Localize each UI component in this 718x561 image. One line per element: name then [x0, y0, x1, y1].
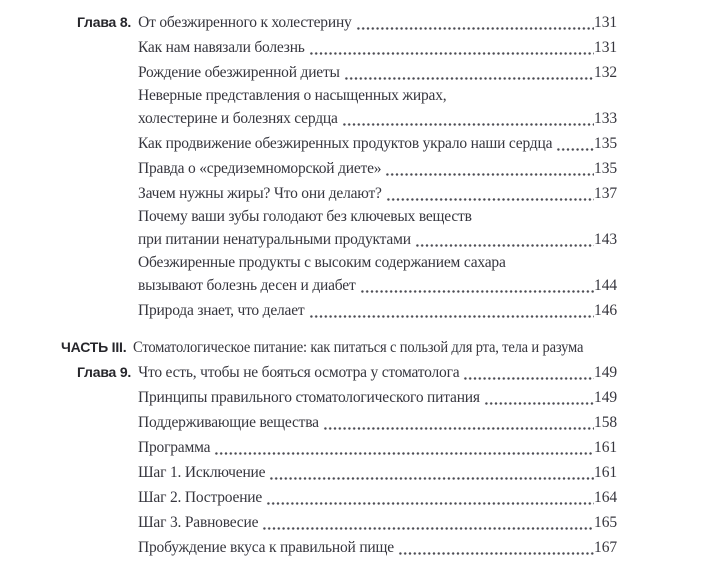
toc-row-title: Программа [138, 439, 211, 456]
toc-row [0, 60, 617, 85]
toc-row [0, 485, 617, 510]
toc-row-page-number: 161 [594, 439, 617, 456]
toc-row-page-number: 165 [594, 514, 617, 531]
toc-row-title: Поддерживающие вещества [138, 414, 319, 431]
toc-row [0, 360, 617, 385]
toc-row-page-number: 161 [594, 464, 617, 481]
toc-row [0, 298, 617, 323]
toc-row-page-number: 164 [594, 489, 617, 506]
dot-leader [356, 10, 594, 35]
toc-row [0, 35, 617, 60]
toc-row [0, 227, 617, 252]
toc-row-title: Как нам навязали болезнь [138, 39, 305, 56]
toc-row-title: Правда о «средиземноморской диете» [138, 160, 382, 177]
dot-leader [214, 435, 594, 460]
toc-row-title: Что есть, чтобы не бояться осмотра у стоматолога [138, 364, 460, 381]
toc-row-label: Глава 9. [77, 364, 132, 380]
toc-row-page-number: 158 [594, 414, 617, 431]
dot-leader [323, 410, 594, 435]
dot-leader [342, 106, 594, 131]
toc-row [0, 410, 617, 435]
toc-row [0, 131, 617, 156]
toc-row-page-number: 135 [594, 135, 617, 152]
toc-row [0, 106, 617, 131]
toc-row-label: ЧАСТЬ III. [61, 339, 127, 355]
dot-leader [360, 273, 595, 298]
dot-leader [484, 385, 594, 410]
toc-row-title: Шаг 1. Исключение [138, 464, 266, 481]
dot-leader [463, 360, 594, 385]
dot-leader [398, 535, 594, 560]
toc-row-title: вызывают болезнь десен и диабет [138, 277, 356, 294]
toc-row [0, 535, 617, 560]
toc-row-page-number: 132 [594, 64, 617, 81]
toc-row [0, 273, 617, 298]
toc-row-page-number: 131 [594, 14, 617, 31]
toc-row [0, 156, 617, 181]
toc-row-title: Обезжиренные продукты с высоким содержанием сахара [138, 254, 506, 271]
toc-row [0, 252, 617, 273]
toc-row-title: Шаг 3. Равновесие [138, 514, 259, 531]
dot-leader [556, 131, 594, 156]
toc-row [0, 181, 617, 206]
toc-row-title: Принципы правильного стоматологического питания [138, 389, 480, 406]
toc-row-title: Неверные представления о насыщенных жирах, [138, 87, 447, 104]
dot-leader [386, 181, 594, 206]
toc-row-page-number: 146 [594, 302, 617, 319]
toc-row-title: Стоматологическое питание: как питаться с пользой для рта, тела и разума [133, 339, 584, 356]
toc-row [0, 460, 617, 485]
toc-row [0, 385, 617, 410]
toc-row-title: Природа знает, что делает [138, 302, 305, 319]
toc-row-page-number: 135 [594, 160, 617, 177]
toc-row [0, 10, 617, 35]
toc-row-page-number: 143 [594, 231, 617, 248]
toc-row-title: холестерине и болезнях сердца [138, 110, 338, 127]
dot-leader [269, 460, 594, 485]
toc [0, 10, 617, 560]
dot-leader [385, 156, 594, 181]
toc-row-label: Глава 8. [77, 14, 132, 30]
toc-row-title: Почему ваши зубы голодают без ключевых веществ [138, 208, 472, 225]
dot-leader [309, 35, 594, 60]
dot-leader [262, 510, 594, 535]
toc-row-title: Зачем нужны жиры? Что они делают? [138, 185, 382, 202]
toc-row-title: От обезжиренного к холестерину [138, 14, 352, 31]
toc-row-page-number: 131 [594, 39, 617, 56]
dot-leader [309, 298, 595, 323]
toc-row [0, 435, 617, 460]
toc-row [0, 335, 617, 360]
toc-row-title: Рождение обезжиренной диеты [138, 64, 340, 81]
toc-row [0, 206, 617, 227]
toc-row-page-number: 144 [594, 277, 617, 294]
toc-row-page-number: 167 [594, 539, 617, 556]
toc-row [0, 510, 617, 535]
toc-row-title: Как продвижение обезжиренных продуктов украло наши сердца [138, 135, 553, 152]
dot-leader [344, 60, 594, 85]
dot-leader [415, 227, 594, 252]
toc-row-page-number: 149 [594, 389, 617, 406]
toc-row-page-number: 133 [594, 110, 617, 127]
toc-row-page-number: 137 [594, 185, 617, 202]
toc-row [0, 85, 617, 106]
toc-row-title: Шаг 2. Построение [138, 489, 263, 506]
toc-row-page-number: 149 [594, 364, 617, 381]
dot-leader [266, 485, 594, 510]
toc-row-title: Пробуждение вкуса к правильной пище [138, 539, 394, 556]
toc-row-title: при питании ненатуральными продуктами [138, 231, 411, 248]
